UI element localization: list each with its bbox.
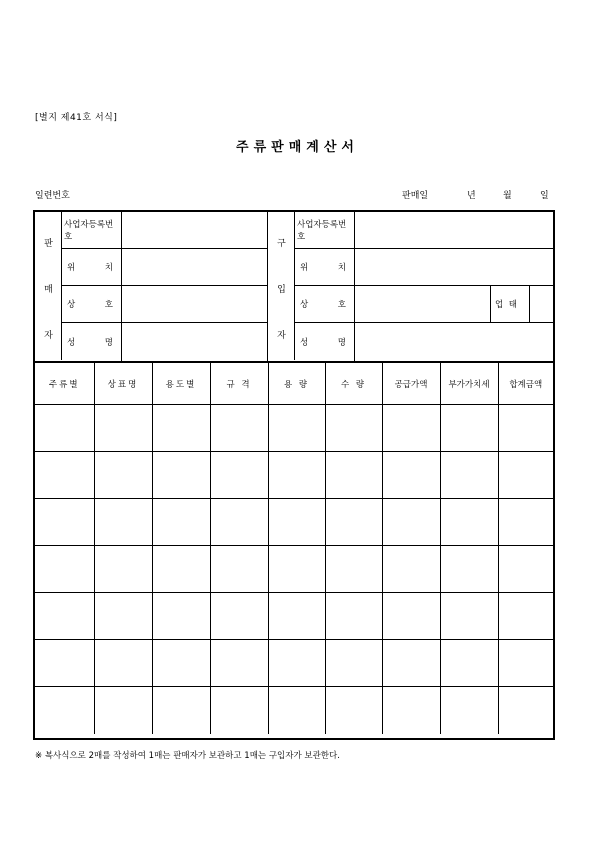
table-cell[interactable]: [268, 593, 325, 640]
table-cell[interactable]: [325, 405, 382, 452]
form-reference: [별지 제41호 서식]: [35, 113, 118, 123]
seller-trade-char: 호: [104, 300, 113, 310]
buyer-trade-name-field[interactable]: [355, 286, 553, 322]
seller-name-char: 성: [67, 338, 76, 348]
buyer-reg-no-field[interactable]: [355, 212, 553, 248]
table-cell[interactable]: [498, 687, 553, 734]
table-cell[interactable]: [268, 687, 325, 734]
table-cell[interactable]: [35, 452, 94, 499]
items-header-row: [35, 363, 553, 405]
buyer-name-row: [295, 323, 553, 361]
table-row: [35, 640, 553, 687]
table-cell[interactable]: [440, 546, 498, 593]
table-cell[interactable]: [268, 546, 325, 593]
table-cell[interactable]: [152, 640, 210, 687]
table-cell[interactable]: [440, 640, 498, 687]
seller-location-char: 위: [67, 263, 76, 273]
table-cell[interactable]: [440, 593, 498, 640]
seller-side-label: [35, 212, 62, 360]
table-cell[interactable]: [210, 546, 268, 593]
items-table: [35, 362, 553, 734]
table-cell[interactable]: [35, 546, 94, 593]
column-header: 합계금액: [498, 363, 553, 405]
statement-form: [33, 210, 555, 740]
buyer-trade-char: 상: [300, 300, 309, 310]
column-header: 부가가치세: [440, 363, 498, 405]
table-cell[interactable]: [325, 593, 382, 640]
table-cell[interactable]: [382, 452, 440, 499]
table-cell[interactable]: [498, 593, 553, 640]
table-cell[interactable]: [210, 499, 268, 546]
table-cell[interactable]: [94, 405, 152, 452]
table-row: [35, 593, 553, 640]
seller-location-label: [62, 249, 122, 285]
table-cell[interactable]: [382, 546, 440, 593]
column-header: 공급가액: [382, 363, 440, 405]
buyer-location-char: 치: [337, 263, 346, 273]
table-row: [35, 499, 553, 546]
buyer-name-char: 명: [337, 338, 346, 348]
table-cell[interactable]: [152, 499, 210, 546]
sale-date-label: 판매일: [402, 191, 429, 201]
table-cell[interactable]: [152, 405, 210, 452]
table-cell[interactable]: [210, 405, 268, 452]
table-cell[interactable]: [268, 640, 325, 687]
buyer-location-char: 위: [300, 263, 309, 273]
buyer-business-type-char: 태: [508, 300, 517, 310]
buyer-side-char: 입: [277, 285, 286, 295]
table-cell[interactable]: [210, 593, 268, 640]
sale-date-year: 년: [467, 191, 476, 201]
table-cell[interactable]: [440, 452, 498, 499]
table-cell[interactable]: [325, 499, 382, 546]
seller-rows: [62, 212, 267, 361]
seller-location-char: 치: [104, 263, 113, 273]
column-header: 수 량: [325, 363, 382, 405]
seller-reg-row: [62, 212, 267, 249]
buyer-reg-row: [295, 212, 553, 249]
column-header: 용도별: [152, 363, 210, 405]
column-header: 규 격: [210, 363, 268, 405]
seller-trade-name-field[interactable]: [122, 286, 267, 322]
table-cell[interactable]: [210, 687, 268, 734]
seller-side-char: 매: [44, 285, 53, 295]
column-header: 주류별: [35, 363, 94, 405]
table-cell[interactable]: [94, 640, 152, 687]
buyer-name-label: [295, 323, 355, 361]
table-cell[interactable]: [35, 687, 94, 734]
buyer-location-row: [295, 249, 553, 286]
table-cell[interactable]: [325, 687, 382, 734]
table-cell[interactable]: [94, 687, 152, 734]
table-cell[interactable]: [152, 687, 210, 734]
buyer-name-char: 성: [300, 338, 309, 348]
buyer-section: [268, 212, 553, 362]
buyer-side-char: 구: [277, 239, 286, 249]
table-cell[interactable]: [498, 546, 553, 593]
buyer-name-field[interactable]: [355, 323, 553, 361]
seller-name-field[interactable]: [122, 323, 267, 361]
table-row: [35, 405, 553, 452]
table-cell[interactable]: [382, 405, 440, 452]
table-cell[interactable]: [440, 499, 498, 546]
table-cell[interactable]: [440, 405, 498, 452]
table-cell[interactable]: [268, 405, 325, 452]
table-cell[interactable]: [94, 452, 152, 499]
table-cell[interactable]: [94, 593, 152, 640]
buyer-trade-name-label: [295, 286, 355, 322]
table-cell[interactable]: [498, 499, 553, 546]
footnote: ※ 복사식으로 2매를 작성하여 1매는 판매자가 보관하고 1매는 구입자가 보관한다.: [35, 751, 340, 761]
buyer-side-label: [268, 212, 295, 360]
seller-section: [35, 212, 268, 362]
serial-number-label: 일련번호: [35, 191, 70, 201]
seller-trade-char: 상: [67, 300, 76, 310]
table-cell[interactable]: [325, 452, 382, 499]
table-cell[interactable]: [35, 405, 94, 452]
seller-side-char: 판: [44, 239, 53, 249]
seller-location-row: [62, 249, 267, 286]
sale-date-month: 월: [503, 191, 512, 201]
column-header: 상표명: [94, 363, 152, 405]
seller-reg-no-field[interactable]: [122, 212, 267, 248]
table-cell[interactable]: [152, 452, 210, 499]
seller-reg-no-label: 사업자등록번호: [62, 212, 122, 248]
table-row: [35, 687, 553, 734]
table-cell[interactable]: [268, 499, 325, 546]
table-cell[interactable]: [35, 640, 94, 687]
buyer-business-type-char: 업: [495, 300, 504, 310]
table-cell[interactable]: [94, 546, 152, 593]
document-title: 주류판매계산서: [236, 140, 359, 155]
buyer-trade-row: [295, 286, 553, 323]
table-row: [35, 452, 553, 499]
table-cell[interactable]: [210, 640, 268, 687]
table-cell[interactable]: [35, 499, 94, 546]
table-cell[interactable]: [440, 687, 498, 734]
sale-date-day: 일: [540, 191, 549, 201]
seller-trade-name-label: [62, 286, 122, 322]
seller-name-row: [62, 323, 267, 361]
table-cell[interactable]: [210, 452, 268, 499]
buyer-trade-char: 호: [337, 300, 346, 310]
table-cell[interactable]: [94, 499, 152, 546]
seller-trade-row: [62, 286, 267, 323]
column-header: 용 량: [268, 363, 325, 405]
buyer-reg-no-label: 사업자등록번호: [295, 212, 355, 248]
seller-location-field[interactable]: [122, 249, 267, 285]
table-cell[interactable]: [382, 640, 440, 687]
seller-name-label: [62, 323, 122, 361]
table-cell[interactable]: [268, 452, 325, 499]
table-cell[interactable]: [152, 593, 210, 640]
table-cell[interactable]: [325, 640, 382, 687]
table-cell[interactable]: [498, 640, 553, 687]
table-cell[interactable]: [152, 546, 210, 593]
table-cell[interactable]: [382, 687, 440, 734]
table-cell[interactable]: [382, 499, 440, 546]
buyer-rows: [295, 212, 553, 361]
table-cell[interactable]: [382, 593, 440, 640]
buyer-location-field[interactable]: [355, 249, 553, 285]
table-row: [35, 546, 553, 593]
table-cell[interactable]: [325, 546, 382, 593]
seller-side-char: 자: [44, 331, 53, 341]
table-cell[interactable]: [498, 405, 553, 452]
table-cell[interactable]: [35, 593, 94, 640]
buyer-location-label: [295, 249, 355, 285]
table-cell[interactable]: [498, 452, 553, 499]
seller-name-char: 명: [104, 338, 113, 348]
buyer-side-char: 자: [277, 331, 286, 341]
buyer-business-type-label: [490, 286, 530, 322]
